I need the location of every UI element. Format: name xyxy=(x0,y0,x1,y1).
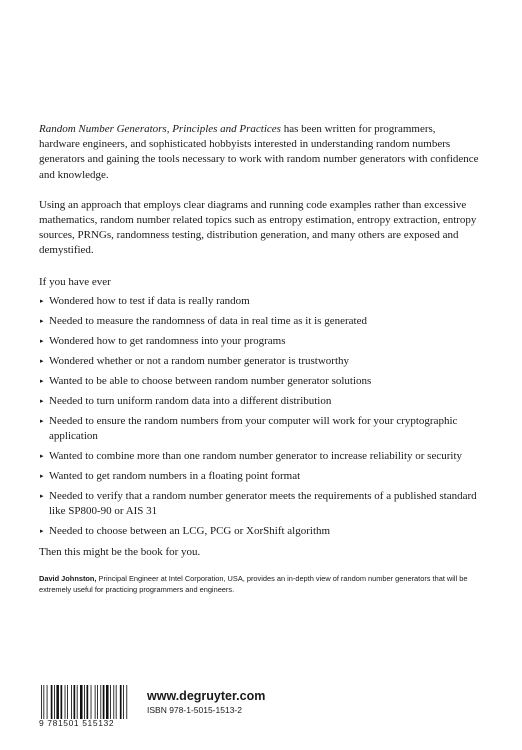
list-item: ▸ Wanted to combine more than one random number generator to increase reliability or security xyxy=(40,449,462,462)
list-item: ▸ Needed to measure the randomness of data in real time as it is generated xyxy=(40,314,367,327)
publisher-website[interactable]: www.degruyter.com xyxy=(147,689,266,703)
bullet-icon: ▸ xyxy=(40,396,44,405)
question-list xyxy=(39,294,479,539)
closing-line: Then this might be the book for you. xyxy=(39,545,201,558)
approach-paragraph: Using an approach that employs clear diagrams and running code examples rather than excessive mathematics, random number related topics such as entropy estimation, entropy extraction, entropy sources, PRNGs, randomness testing, distribution generation, and many others are exposed and demystified. xyxy=(39,198,477,257)
bullet-icon: ▸ xyxy=(40,296,44,305)
author-bio xyxy=(39,574,479,595)
bullet-icon: ▸ xyxy=(40,526,44,535)
isbn-number: ISBN 978-1-5015-1513-2 xyxy=(147,705,242,715)
list-item: ▸ Wondered how to test if data is really random xyxy=(40,294,250,307)
list-item: ▸ Wondered whether or not a random number generator is trustworthy xyxy=(40,354,349,367)
barcode-digits: 9 781501 515132 xyxy=(39,718,115,728)
intro-paragraph xyxy=(39,122,479,183)
bullet-icon: ▸ xyxy=(40,376,44,385)
list-item: ▸ Wondered how to get randomness into your programs xyxy=(40,334,286,347)
author-name: David Johnston, xyxy=(39,574,97,584)
lead-in-text: If you have ever xyxy=(39,275,111,288)
bullet-icon: ▸ xyxy=(40,356,44,365)
list-item: ▸ Wanted to get random numbers in a floating point format xyxy=(40,469,301,482)
list-item: ▸ Needed to verify that a random number generator meets the requirements of a published standard like SP800-90 or AIS 31 xyxy=(40,489,477,517)
bullet-icon: ▸ xyxy=(40,316,44,325)
bullet-icon: ▸ xyxy=(40,416,44,425)
barcode-icon xyxy=(39,685,131,719)
list-item: ▸ Needed to choose between an LCG, PCG or XorShift algorithm xyxy=(40,524,331,537)
barcode xyxy=(39,685,131,729)
list-item: ▸ Needed to ensure the random numbers from your computer will work for your cryptographic application xyxy=(40,414,458,442)
bullet-icon: ▸ xyxy=(40,491,44,500)
bullet-icon: ▸ xyxy=(40,336,44,345)
list-item: ▸ Wanted to be able to choose between random number generator solutions xyxy=(40,374,372,387)
blurb xyxy=(39,122,479,595)
bullet-icon: ▸ xyxy=(40,471,44,480)
bullet-icon: ▸ xyxy=(40,451,44,460)
intro-text: has been written for programmers, hardware engineers, and sophisticated hobbyists interested in understanding random numbers generators and gaining the tools necessary to work with random number generators with confidence and knowledge. xyxy=(39,123,479,181)
book-title: Random Number Generators, Principles and Practices xyxy=(39,123,281,135)
author-description: Principal Engineer at Intel Corporation, USA, provides an in-depth view of random number generators that will be extremely useful for practicing programmers and engineers. xyxy=(39,574,468,594)
list-item: ▸ Needed to turn uniform random data into a different distribution xyxy=(40,394,332,407)
